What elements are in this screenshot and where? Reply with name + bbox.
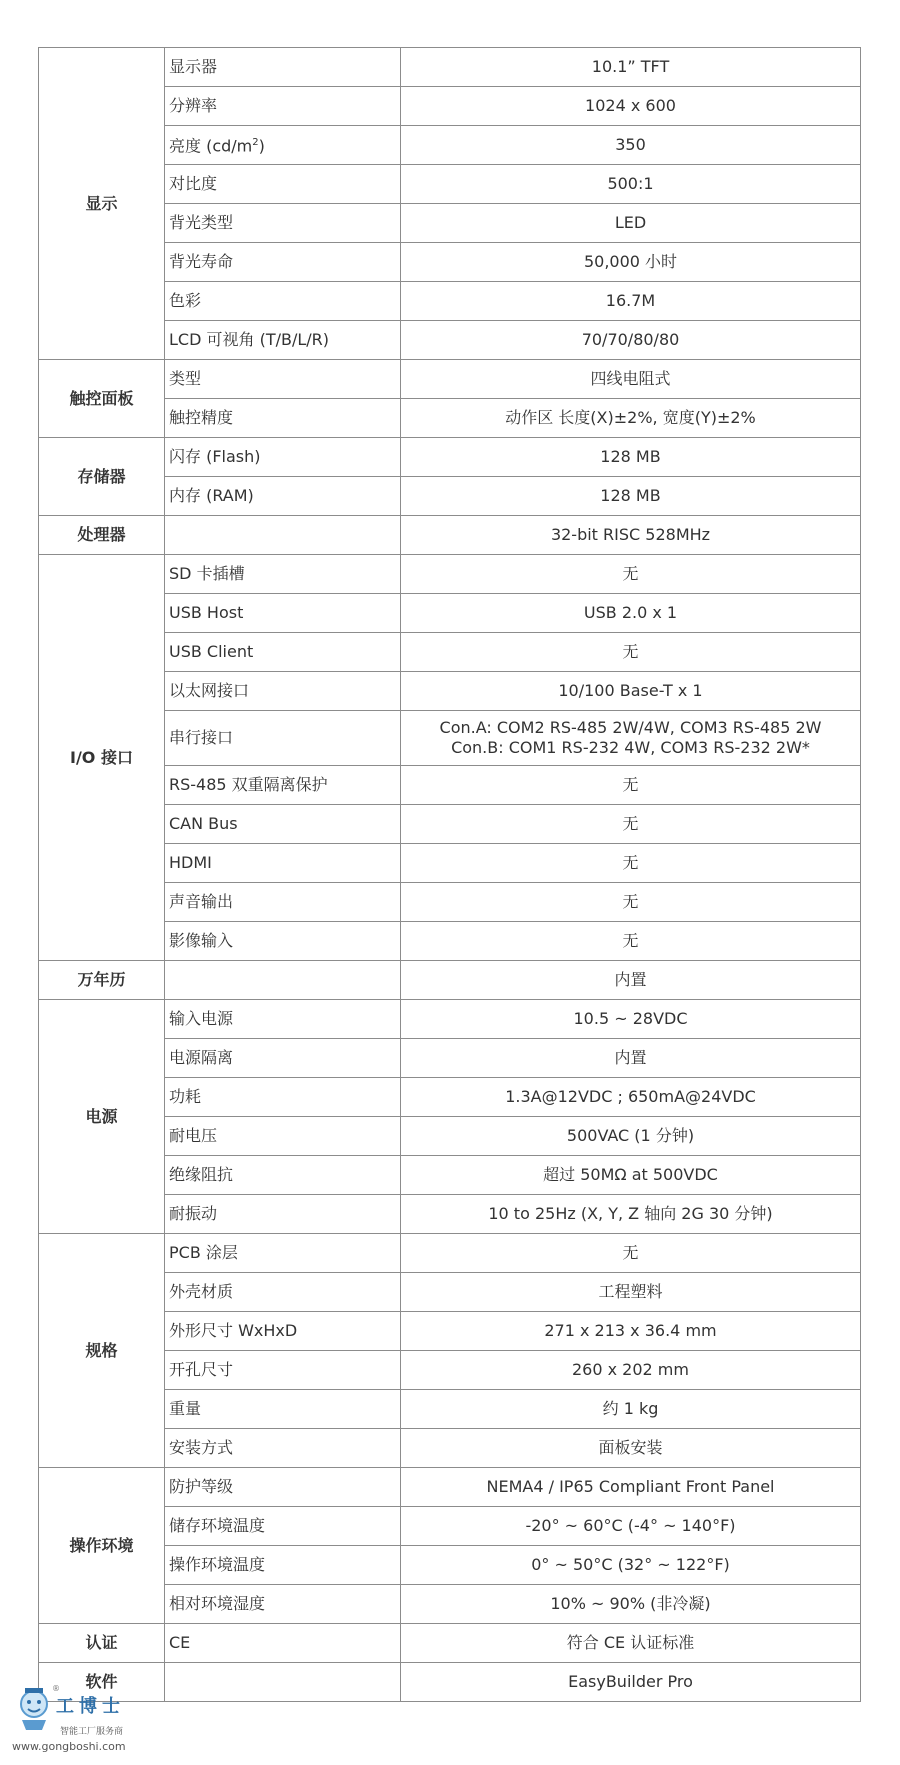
spec-value: 260 x 202 mm (401, 1351, 861, 1390)
spec-value: 128 MB (401, 477, 861, 516)
spec-label: 分辨率 (165, 87, 401, 126)
category-cell: 电源 (39, 1000, 165, 1234)
category-cell: 认证 (39, 1624, 165, 1663)
spec-value: 符合 CE 认证标准 (401, 1624, 861, 1663)
spec-label-superscript: 2 (252, 137, 259, 149)
spec-label: 触控精度 (165, 399, 401, 438)
spec-label: 类型 (165, 360, 401, 399)
spec-value: 10.1” TFT (401, 48, 861, 87)
spec-label: HDMI (165, 844, 401, 883)
spec-value: 32-bit RISC 528MHz (401, 516, 861, 555)
spec-value: LED (401, 204, 861, 243)
category-cell: 规格 (39, 1234, 165, 1468)
spec-label: 闪存 (Flash) (165, 438, 401, 477)
spec-value: 无 (401, 883, 861, 922)
spec-value: NEMA4 / IP65 Compliant Front Panel (401, 1468, 861, 1507)
category-cell: 存储器 (39, 438, 165, 516)
spec-label: USB Client (165, 633, 401, 672)
spec-label: 重量 (165, 1390, 401, 1429)
spec-label: 功耗 (165, 1078, 401, 1117)
category-cell: 触控面板 (39, 360, 165, 438)
spec-label (165, 126, 401, 165)
spec-value: 无 (401, 633, 861, 672)
spec-label: 耐电压 (165, 1117, 401, 1156)
spec-label: SD 卡插槽 (165, 555, 401, 594)
spec-label: LCD 可视角 (T/B/L/R) (165, 321, 401, 360)
spec-value: 内置 (401, 1039, 861, 1078)
spec-value (401, 711, 861, 766)
spec-value: 无 (401, 766, 861, 805)
watermark (8, 1684, 148, 1754)
spec-value: 0° ~ 50°C (32° ~ 122°F) (401, 1546, 861, 1585)
spec-row (39, 1468, 861, 1507)
spec-label: 背光类型 (165, 204, 401, 243)
spec-row (39, 1234, 861, 1273)
spec-value: 无 (401, 805, 861, 844)
mascot-logo-icon (12, 1684, 56, 1732)
spec-label: 开孔尺寸 (165, 1351, 401, 1390)
spec-label: 储存环境温度 (165, 1507, 401, 1546)
spec-value: 无 (401, 555, 861, 594)
spec-label: 串行接口 (165, 711, 401, 766)
spec-label: 显示器 (165, 48, 401, 87)
spec-value: -20° ~ 60°C (-4° ~ 140°F) (401, 1507, 861, 1546)
spec-label: 防护等级 (165, 1468, 401, 1507)
spec-value: 四线电阻式 (401, 360, 861, 399)
spec-value: 271 x 213 x 36.4 mm (401, 1312, 861, 1351)
spec-label: 以太网接口 (165, 672, 401, 711)
spec-row (39, 360, 861, 399)
spec-value: 500:1 (401, 165, 861, 204)
spec-value: 面板安装 (401, 1429, 861, 1468)
spec-value: 无 (401, 922, 861, 961)
spec-label: 背光寿命 (165, 243, 401, 282)
category-cell: I/O 接口 (39, 555, 165, 961)
spec-label: CE (165, 1624, 401, 1663)
category-cell: 处理器 (39, 516, 165, 555)
spec-value-line: Con.A: COM2 RS-485 2W/4W, COM3 RS-485 2W (439, 718, 822, 737)
watermark-url: www.gongboshi.com (12, 1740, 126, 1753)
spec-value: 超过 50MΩ at 500VDC (401, 1156, 861, 1195)
spec-value: 10% ~ 90% (非冷凝) (401, 1585, 861, 1624)
spec-label: 操作环境温度 (165, 1546, 401, 1585)
spec-value: 70/70/80/80 (401, 321, 861, 360)
spec-label (165, 961, 401, 1000)
spec-label: 色彩 (165, 282, 401, 321)
spec-label: 内存 (RAM) (165, 477, 401, 516)
spec-label: 电源隔离 (165, 1039, 401, 1078)
spec-value: 动作区 长度(X)±2%, 宽度(Y)±2% (401, 399, 861, 438)
spec-label: RS-485 双重隔离保护 (165, 766, 401, 805)
spec-value: 16.7M (401, 282, 861, 321)
spec-value: 内置 (401, 961, 861, 1000)
spec-row (39, 1624, 861, 1663)
spec-value: 无 (401, 1234, 861, 1273)
spec-row (39, 1000, 861, 1039)
category-cell: 软件 (39, 1663, 165, 1702)
spec-value: 350 (401, 126, 861, 165)
spec-label: 声音输出 (165, 883, 401, 922)
spec-label: USB Host (165, 594, 401, 633)
spec-value: 无 (401, 844, 861, 883)
spec-label: 对比度 (165, 165, 401, 204)
spec-label (165, 516, 401, 555)
spec-label: 输入电源 (165, 1000, 401, 1039)
spec-row (39, 961, 861, 1000)
registered-mark: ® (52, 1684, 60, 1693)
spec-label: 相对环境湿度 (165, 1585, 401, 1624)
spec-label: 耐振动 (165, 1195, 401, 1234)
spec-row (39, 516, 861, 555)
spec-label: 外形尺寸 WxHxD (165, 1312, 401, 1351)
spec-label: PCB 涂层 (165, 1234, 401, 1273)
watermark-brand: 工博士 (56, 1696, 125, 1717)
spec-label: 绝缘阻抗 (165, 1156, 401, 1195)
spec-value: 1024 x 600 (401, 87, 861, 126)
category-cell: 万年历 (39, 961, 165, 1000)
spec-value: EasyBuilder Pro (401, 1663, 861, 1702)
spec-row (39, 1663, 861, 1702)
spec-value: 工程塑料 (401, 1273, 861, 1312)
spec-value: USB 2.0 x 1 (401, 594, 861, 633)
spec-value: 10/100 Base-T x 1 (401, 672, 861, 711)
spec-label: 影像输入 (165, 922, 401, 961)
spec-value: 500VAC (1 分钟) (401, 1117, 861, 1156)
spec-value: 128 MB (401, 438, 861, 477)
spec-row (39, 555, 861, 594)
spec-label: 外壳材质 (165, 1273, 401, 1312)
spec-row (39, 48, 861, 87)
spec-label: 安装方式 (165, 1429, 401, 1468)
spec-value: 约 1 kg (401, 1390, 861, 1429)
spec-label-tail: ) (258, 136, 265, 156)
spec-table (38, 47, 861, 1702)
spec-label-text: 亮度 (cd/m (169, 136, 253, 156)
spec-label (165, 1663, 401, 1702)
category-cell: 操作环境 (39, 1468, 165, 1624)
watermark-tagline: 智能工厂服务商 (60, 1727, 124, 1737)
spec-value: 1.3A@12VDC ; 650mA@24VDC (401, 1078, 861, 1117)
spec-value: 10 to 25Hz (X, Y, Z 轴向 2G 30 分钟) (401, 1195, 861, 1234)
category-cell: 显示 (39, 48, 165, 360)
spec-row (39, 438, 861, 477)
spec-label: CAN Bus (165, 805, 401, 844)
spec-value: 50,000 小时 (401, 243, 861, 282)
spec-value: 10.5 ~ 28VDC (401, 1000, 861, 1039)
spec-value-line: Con.B: COM1 RS-232 4W, COM3 RS-232 2W* (451, 738, 810, 757)
